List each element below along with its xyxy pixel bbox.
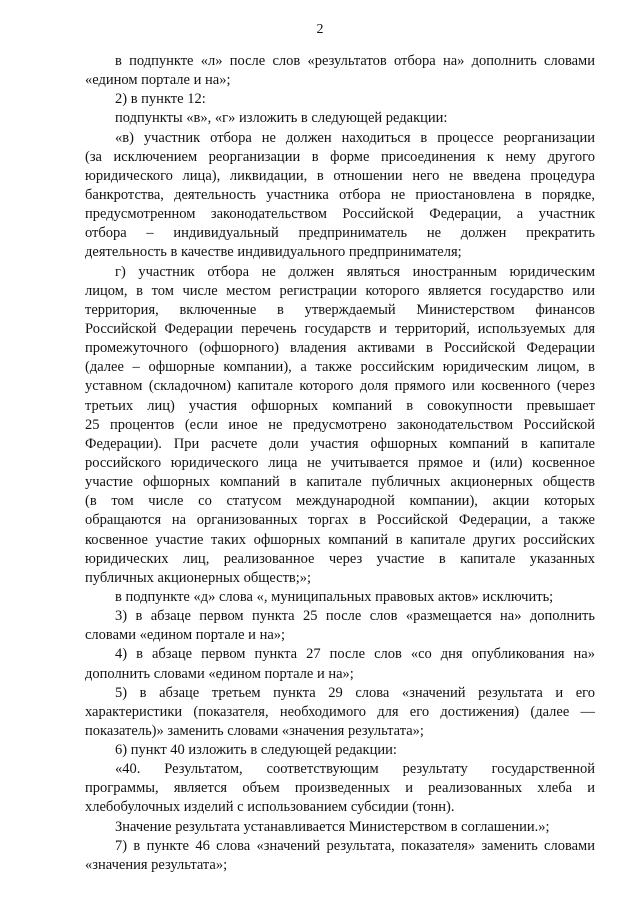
text-line: Российской Федерации перечень государств и территорий, используемых для: [85, 320, 595, 337]
text-line: дополнить словами «едином портале и на»;: [85, 665, 354, 682]
text-line: показатель)» заменить словами «значения результата»;: [85, 722, 424, 739]
paragraph-subpoints-v-g: [85, 109, 595, 128]
paragraph-subpoint-g: [85, 263, 595, 588]
text-line: 6) пункт 40 изложить в следующей редакции:: [115, 742, 397, 759]
text-line: деятельность в качестве индивидуального предпринимателя;: [85, 244, 462, 261]
text-line: г) участник отбора не должен являться иностранным юридическим: [115, 263, 595, 280]
text-line: хлебобулочных изделий с использованием субсидии (тонн).: [85, 799, 455, 816]
text-line: Значение результата устанавливается Министерством в соглашении.»;: [115, 818, 550, 835]
text-line: (за исключением реорганизации в форме присоединения к нему другого: [85, 148, 595, 165]
text-line: российского юридического лица не учитывается прямое и (или) косвенное: [85, 454, 595, 471]
paragraph-subpoint-l: [85, 52, 595, 90]
text-line: «40. Результатом, соответствующим результату государственной: [115, 761, 595, 778]
paragraph-item-3: [85, 607, 595, 645]
text-line: в подпункте «л» после слов «результатов отбора на» дополнить словами: [115, 53, 595, 69]
text-line: уставном (складочном) капитале которого доля прямого или косвенного (через: [85, 378, 595, 395]
text-line: банкротства, деятельность участника отбора не приостановлена в порядке,: [85, 186, 595, 203]
text-line: участие офшорных компаний в капитале публичных акционерных обществ: [85, 474, 595, 491]
text-line: косвенное участие таких офшорных компаний в капитале других российских: [85, 531, 595, 548]
paragraph-point-40: [85, 760, 595, 817]
text-line: 7) в пункте 46 слова «значений результата, показателя» заменить словами: [115, 837, 595, 854]
document-body: [85, 52, 595, 875]
text-line: обращаются на организованных торгах в Российской Федерации, а также: [85, 512, 595, 529]
paragraph-item-7: [85, 837, 595, 875]
text-line: лицом, в том числе местом регистрации которого является государство или: [85, 282, 595, 299]
text-line: промежуточного (офшорного) владения активами в Российской Федерации: [85, 340, 595, 357]
paragraph-subpoint-v: [85, 129, 595, 263]
text-line: (далее – офшорные компании), а также российским юридическим лицом, в: [85, 359, 595, 376]
text-line: юридических лиц, реализованное через участие в капитале указанных: [85, 550, 595, 567]
text-line: 5) в абзаце третьем пункта 29 слова «значений результата и его: [115, 684, 595, 701]
text-line: (в том числе со статусом международной компании), акции которых: [85, 493, 595, 510]
text-line: словами «едином портале и на»;: [85, 627, 286, 644]
text-line: Федерации). При расчете доли участия офшорных компаний в капитале: [85, 435, 595, 452]
text-line: «едином портале и на»;: [85, 72, 231, 89]
paragraph-item-5: [85, 684, 595, 741]
text-line: 2) в пункте 12:: [115, 91, 206, 108]
text-line: 3) в абзаце первом пункта 25 после слов «размещается на» дополнить: [115, 608, 595, 625]
text-line: «в) участник отбора не должен находиться в процессе реорганизации: [115, 129, 595, 146]
text-line: программы, является объем произведенных и реализованных хлеба и: [85, 780, 595, 797]
page-number: 2: [316, 22, 324, 37]
text-line: юридического лица), ликвидации, в отношении него не введена процедура: [85, 167, 595, 184]
text-line: подпункты «в», «г» изложить в следующей редакции:: [115, 110, 448, 127]
text-line: 25 процентов (если иное не предусмотрено законодательством Российской: [85, 416, 595, 433]
paragraph-item-4: [85, 645, 595, 683]
text-line: 4) в абзаце первом пункта 27 после слов «со дня опубликования на»: [115, 646, 595, 663]
text-line: третьих лиц) участия офшорных компаний в совокупности превышает: [85, 397, 595, 414]
text-line: в подпункте «д» слова «, муниципальных правовых актов» исключить;: [115, 588, 554, 605]
text-line: предусмотренном законодательством Российской Федерации, а участник: [85, 206, 595, 223]
text-line: отбора – индивидуальный предприниматель не должен прекратить: [85, 225, 595, 242]
text-line: территория, включенные в утверждаемый Министерством финансов: [85, 301, 595, 318]
text-line: «значения результата»;: [85, 856, 228, 873]
paragraph-item-2: [85, 90, 595, 109]
paragraph-item-6: [85, 741, 595, 760]
paragraph-result-value: [85, 818, 595, 837]
text-line: характеристики (показателя, необходимого для его достижения) (далее —: [85, 703, 595, 720]
paragraph-subpoint-d: [85, 588, 595, 607]
text-line: публичных акционерных обществ;»;: [85, 569, 312, 586]
